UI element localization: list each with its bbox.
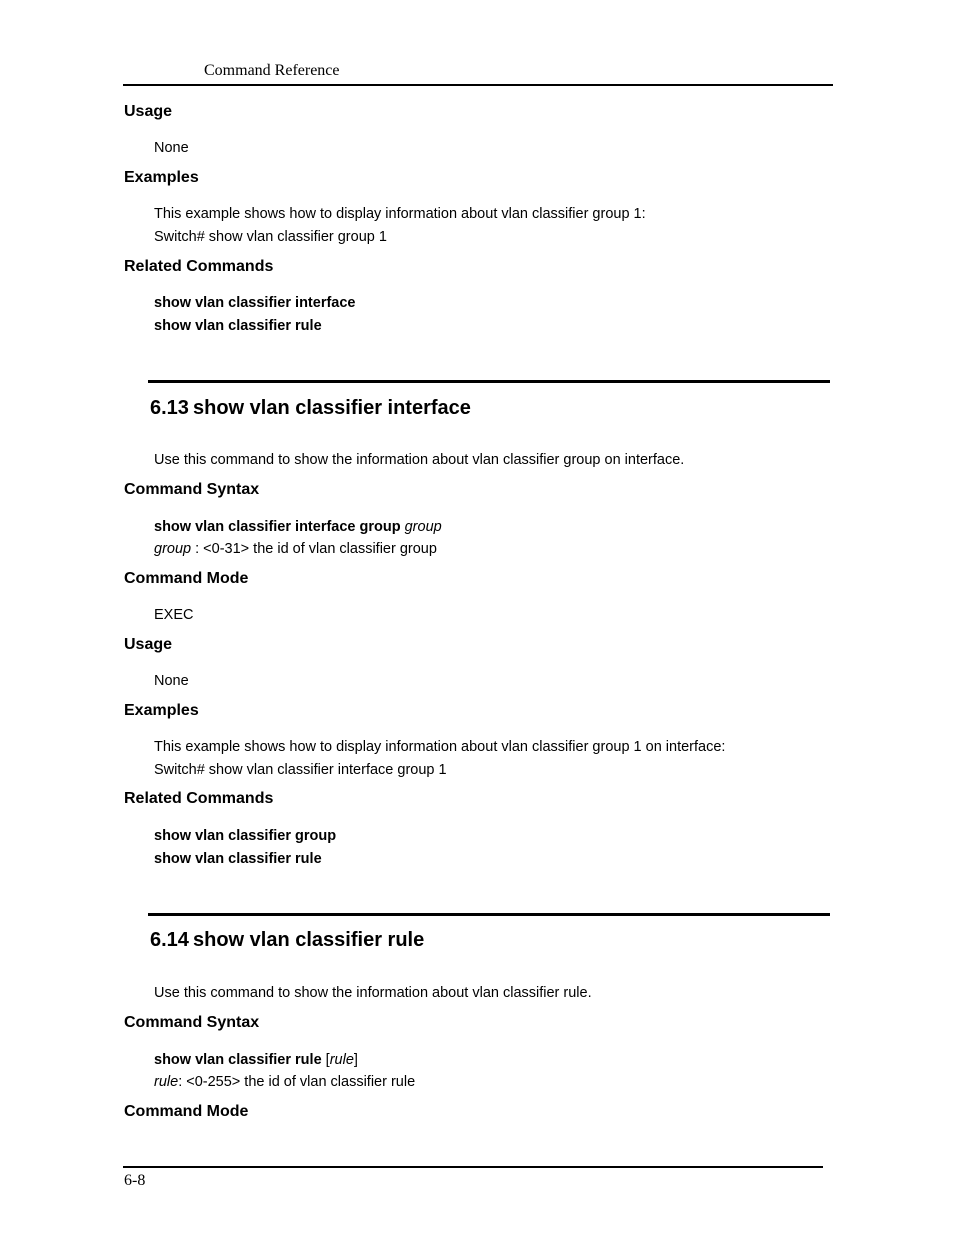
usage-heading: Usage xyxy=(124,636,173,653)
syntax-line xyxy=(154,519,442,535)
syntax-line xyxy=(154,1052,358,1068)
command-mode-heading: Command Mode xyxy=(124,570,249,587)
command-syntax-heading: Command Syntax xyxy=(124,1014,260,1031)
examples-heading: Examples xyxy=(124,702,199,719)
parameter-name: rule xyxy=(154,1074,179,1090)
section-title xyxy=(150,929,424,952)
parameter-description: : <0-255> the id of vlan classifier rule xyxy=(178,1074,416,1090)
section-rule xyxy=(148,913,830,916)
syntax-bracket-open: [ xyxy=(321,1052,330,1068)
section-intro: Use this command to show the information about vlan classifier group on interface. xyxy=(154,452,685,468)
usage-text: None xyxy=(154,140,189,156)
parameter-line xyxy=(154,541,437,557)
command-syntax-heading: Command Syntax xyxy=(124,481,260,498)
syntax-command: show vlan classifier interface group xyxy=(154,519,401,535)
section-number: 6.13 xyxy=(150,397,189,419)
syntax-parameter: rule xyxy=(329,1052,354,1068)
footer-rule xyxy=(123,1166,823,1168)
parameter-description: : <0-31> the id of vlan classifier group xyxy=(191,541,437,557)
section-title-text: show vlan classifier rule xyxy=(193,929,425,951)
related-commands-heading: Related Commands xyxy=(124,258,274,275)
related-command-item: show vlan classifier rule xyxy=(154,318,322,334)
related-command-item: show vlan classifier interface xyxy=(154,295,356,311)
section-title-text: show vlan classifier interface xyxy=(193,397,471,419)
section-rule xyxy=(148,380,830,383)
section-title xyxy=(150,397,471,420)
syntax-command: show vlan classifier rule xyxy=(154,1052,322,1068)
command-mode-heading: Command Mode xyxy=(124,1103,249,1120)
examples-command: Switch# show vlan classifier interface group 1 xyxy=(154,762,447,778)
usage-text: None xyxy=(154,673,189,689)
parameter-name: group xyxy=(154,541,192,557)
related-command-item: show vlan classifier group xyxy=(154,828,337,844)
syntax-parameter: group xyxy=(404,519,442,535)
parameter-line xyxy=(154,1074,415,1090)
examples-description: This example shows how to display information about vlan classifier group 1 on interface: xyxy=(154,739,726,755)
related-commands-heading: Related Commands xyxy=(124,790,274,807)
syntax-bracket-close: ] xyxy=(353,1052,358,1068)
section-intro: Use this command to show the information about vlan classifier rule. xyxy=(154,985,592,1001)
related-command-item: show vlan classifier rule xyxy=(154,851,322,867)
examples-command: Switch# show vlan classifier group 1 xyxy=(154,229,387,245)
examples-description: This example shows how to display information about vlan classifier group 1: xyxy=(154,206,646,222)
command-mode-text: EXEC xyxy=(154,607,194,623)
usage-heading: Usage xyxy=(124,103,173,120)
header-rule xyxy=(123,84,833,86)
examples-heading: Examples xyxy=(124,169,199,186)
page-number: 6-8 xyxy=(124,1172,146,1189)
section-number: 6.14 xyxy=(150,929,189,951)
running-header-title: Command Reference xyxy=(204,62,340,79)
